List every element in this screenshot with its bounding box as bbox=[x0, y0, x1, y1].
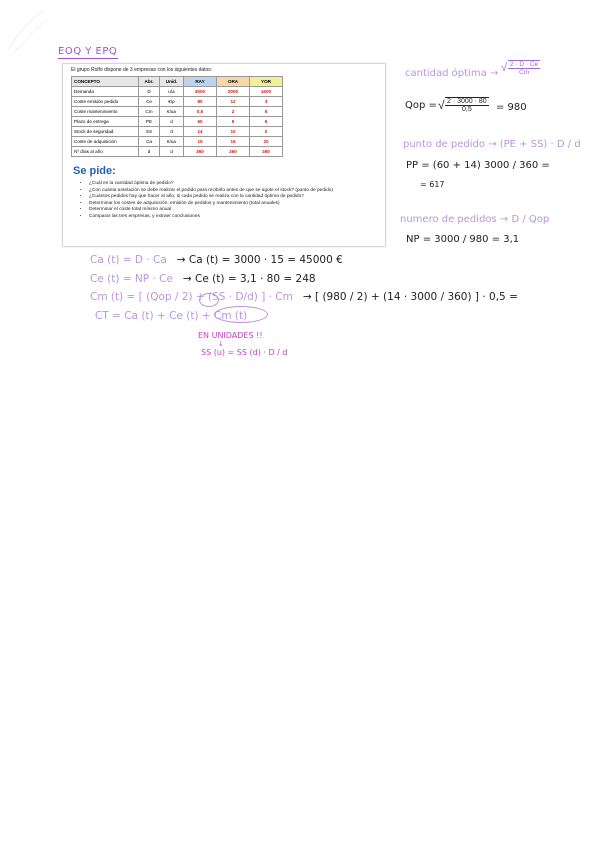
table-cell: 5 bbox=[250, 107, 283, 117]
table-row bbox=[72, 137, 283, 147]
header-concepto: CONCEPTO bbox=[72, 77, 139, 87]
table-cell: Coste mantenimiento bbox=[72, 107, 139, 117]
header-unid: Unid. bbox=[160, 77, 184, 87]
numero-pedidos-label: numero de pedidos → D / Qop bbox=[400, 214, 550, 225]
table-cell: 1600 bbox=[250, 87, 283, 97]
ct-formula: CT = Ca (t) + Ce (t) + Cm (t) bbox=[95, 310, 248, 322]
cm-formula: Cm (t) = [ (Qop / 2) + (SS · D/d) ] · Cm bbox=[90, 291, 293, 303]
header-ray: RAY bbox=[184, 77, 217, 87]
sqrt-icon: √ bbox=[501, 62, 508, 74]
list-item: • Comparar las tres empresas, y extraer conclusiones bbox=[89, 214, 385, 221]
table-cell: 15 bbox=[217, 137, 250, 147]
table-cell: €/p bbox=[160, 97, 184, 107]
table-cell: 3 bbox=[250, 97, 283, 107]
table-row bbox=[72, 97, 283, 107]
table-cell: 9 bbox=[217, 117, 250, 127]
header-abr: Abr. bbox=[139, 77, 160, 87]
punto-pedido-equation: PP = (60 + 14) 3000 / 360 = bbox=[406, 160, 550, 171]
table-cell: 360 bbox=[217, 147, 250, 157]
qop-result: = 980 bbox=[496, 102, 527, 113]
ce-calculation: → Ce (t) = 3,1 · 80 = 248 bbox=[182, 273, 316, 285]
table-cell: u/a bbox=[160, 87, 184, 97]
table-row bbox=[72, 107, 283, 117]
problem-statement-card bbox=[62, 63, 386, 247]
table-cell: Coste emisión pedido bbox=[72, 97, 139, 107]
table-cell: €/ua bbox=[160, 107, 184, 117]
qop-fraction bbox=[438, 97, 489, 113]
table-row bbox=[72, 117, 283, 127]
ss-highlight-circle bbox=[199, 293, 219, 307]
ca-calculation: → Ca (t) = 3000 · 15 = 45000 € bbox=[176, 254, 343, 266]
list-item: • ¿Cuántos pedidos hay que hacer al año, si cada pedido se realiza con la cantidad óptima de pedido? bbox=[89, 194, 385, 201]
table-cell: Plazo de entrega bbox=[72, 117, 139, 127]
table-cell: Demanda bbox=[72, 87, 139, 97]
punto-pedido-label: punto de pedido → (PE + SS) · D / d bbox=[403, 139, 581, 150]
table-cell: D bbox=[139, 87, 160, 97]
table-cell: 0,5 bbox=[184, 107, 217, 117]
table-cell: SS bbox=[139, 127, 160, 137]
table-cell: 2000 bbox=[217, 87, 250, 97]
qop-numerator: 2 · 3000 · 80 bbox=[447, 98, 487, 105]
ce-formula: Ce (t) = NP · Ce bbox=[90, 273, 173, 285]
corner-scribble-icon bbox=[0, 0, 60, 60]
table-cell: 360 bbox=[184, 147, 217, 157]
qop-denominator: 0,5 bbox=[461, 106, 472, 113]
table-cell: Coste de adquisición bbox=[72, 137, 139, 147]
table-cell: 12 bbox=[217, 97, 250, 107]
se-pide-heading: Se pide: bbox=[73, 165, 116, 177]
unidades-annotation: EN UNIDADES !! bbox=[198, 331, 263, 340]
ss-unidades-formula: SS (u) = SS (d) · D / d bbox=[201, 348, 288, 357]
data-table bbox=[71, 76, 283, 157]
questions-list bbox=[77, 181, 385, 221]
table-cell: 0 bbox=[250, 127, 283, 137]
table-cell: 360 bbox=[250, 147, 283, 157]
list-item: • Determinar el coste total mínimo anual bbox=[89, 207, 385, 214]
numero-pedidos-equation: NP = 3000 / 980 = 3,1 bbox=[406, 234, 520, 245]
table-cell: Cm bbox=[139, 107, 160, 117]
problem-intro: El grupo Rolfo dispone de 3 empresas con los siguientes datos: bbox=[71, 67, 213, 73]
page-title: EOQ Y EPQ bbox=[58, 46, 118, 57]
table-cell: Ca bbox=[139, 137, 160, 147]
ca-line bbox=[90, 254, 343, 266]
table-cell: 60 bbox=[184, 117, 217, 127]
table-cell: Ce bbox=[139, 97, 160, 107]
qop-label: Qop = bbox=[405, 100, 437, 111]
table-header-row bbox=[72, 77, 283, 87]
table-cell: 20 bbox=[250, 137, 283, 147]
table-cell: d bbox=[139, 147, 160, 157]
cantidad-optima-label: cantidad óptima → bbox=[405, 68, 499, 79]
table-cell: 80 bbox=[184, 97, 217, 107]
list-item: • Determinar los costes de adquisición, emisión de pedidos y mantenimiento (total anuales) bbox=[89, 201, 385, 208]
ct-highlight-circle bbox=[214, 306, 268, 323]
cantidad-formula bbox=[501, 60, 540, 76]
table-cell: Stock de seguridad bbox=[72, 127, 139, 137]
list-item: • ¿Con cuánta antelación se debe realizar el pedido para recibirlo antes de que se agote el stock? (punto de pedido) bbox=[89, 188, 385, 195]
cantidad-formula-numerator: 2 · D · Ce bbox=[510, 61, 539, 68]
table-cell: Nº días al año bbox=[72, 147, 139, 157]
table-row bbox=[72, 87, 283, 97]
table-cell: d bbox=[160, 117, 184, 127]
punto-pedido-result: = 617 bbox=[420, 180, 445, 189]
cm-calculation: → [ (980 / 2) + (14 · 3000 / 360) ] · 0,5 = bbox=[302, 291, 518, 303]
table-cell: d bbox=[160, 127, 184, 137]
table-cell: 10 bbox=[217, 127, 250, 137]
table-row bbox=[72, 127, 283, 137]
down-arrow-icon: ↓ bbox=[218, 340, 224, 348]
list-item: • ¿Cuál es la cantidad óptima de pedido? bbox=[89, 181, 385, 188]
table-cell: 14 bbox=[184, 127, 217, 137]
table-cell: d bbox=[160, 147, 184, 157]
table-cell: €/ua bbox=[160, 137, 184, 147]
cm-line bbox=[90, 291, 518, 303]
table-cell: 2 bbox=[217, 107, 250, 117]
table-row bbox=[72, 147, 283, 157]
title-underline bbox=[58, 58, 118, 59]
cantidad-formula-denominator: Cm bbox=[519, 69, 530, 76]
header-yor: YOR bbox=[250, 77, 283, 87]
table-cell: PE bbox=[139, 117, 160, 127]
table-cell: 15 bbox=[184, 137, 217, 147]
table-cell: 6 bbox=[250, 117, 283, 127]
table-cell: 3000 bbox=[184, 87, 217, 97]
header-ora: ORA bbox=[217, 77, 250, 87]
ce-line bbox=[90, 273, 316, 285]
ca-formula: Ca (t) = D · Ca bbox=[90, 254, 167, 266]
sqrt-icon: √ bbox=[438, 98, 445, 112]
